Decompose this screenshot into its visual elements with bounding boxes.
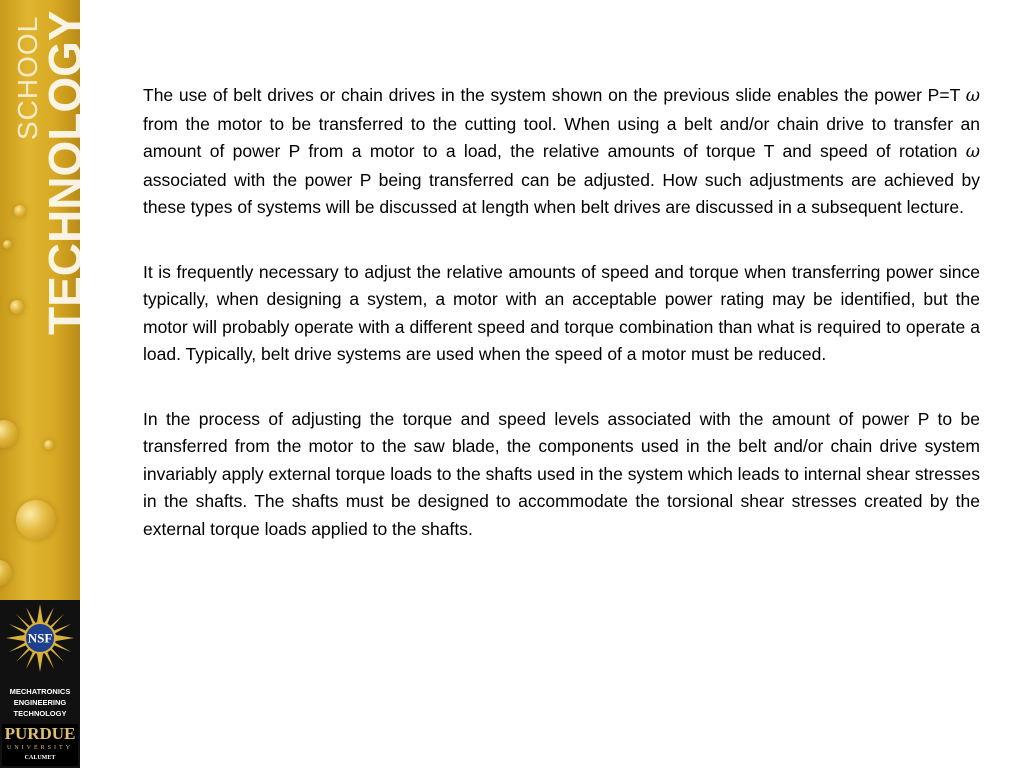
nsf-seal-icon [6,604,74,672]
program-line: MECHATRONICS [9,687,71,696]
program-title [2,686,78,719]
campus-name: CALUMET [24,755,56,761]
decorative-bubble [10,300,24,314]
logo-block [0,600,80,768]
paragraph-1 [143,82,980,222]
paragraph-1-part-3: associated with the power P being transferred can be adjusted. How such adjustments are achieved by these types of systems will be discussed at length when belt drives are discussed in a subsequent lecture. [143,169,980,217]
technology-word: TECHNOLOGY [39,10,91,335]
decorative-bubble [44,440,54,450]
paragraph-1-part-1: The use of belt drives or chain drives in the system shown on the previous slide enables the power P=T [143,85,966,105]
university-word: UNIVERSITY [7,745,73,751]
decorative-bubble [0,560,12,586]
decorative-bubble [0,420,18,448]
decorative-bubble [14,205,26,217]
school-word: SCHOOL [12,15,43,140]
decorative-bubble [16,500,56,540]
school-technology-banner [0,0,91,600]
omega-symbol: ω [965,86,980,106]
university-name: PURDUE [4,724,76,743]
paragraph-3: In the process of adjusting the torque and speed levels associated with the amount of power P to be transferred from the motor to the saw blade, the components used in the belt and/or chain drive system invariably apply external torque loads to the shafts used in the system which leads to internal shear stresses in the shafts. The shafts must be designed to accommodate the torsional shear stresses created by the external torque loads applied to the shafts. [143,408,980,539]
paragraph-2: It is frequently necessary to adjust the relative amounts of speed and torque when transferring power since typically, when designing a system, a motor with an acceptable power rating may be identified, but the motor will probably operate with a different speed and torque combination than what is required to operate a load. Typically, belt drive systems are used when the speed of a motor must be reduced. [143,261,980,364]
paragraph-1-part-2: from the motor to be transferred to the cutting tool. When using a belt and/or chain drive to transfer an amount of power P from a motor to a load, the relative amounts of torque T and speed of rotation [143,113,980,161]
purdue-logo [2,724,78,766]
decorative-bubble [3,240,12,249]
program-line: TECHNOLOGY [13,709,67,718]
nsf-label: NSF [27,630,53,646]
slide-body [143,82,980,580]
program-line: ENGINEERING [13,698,67,707]
omega-symbol: ω [965,142,980,162]
